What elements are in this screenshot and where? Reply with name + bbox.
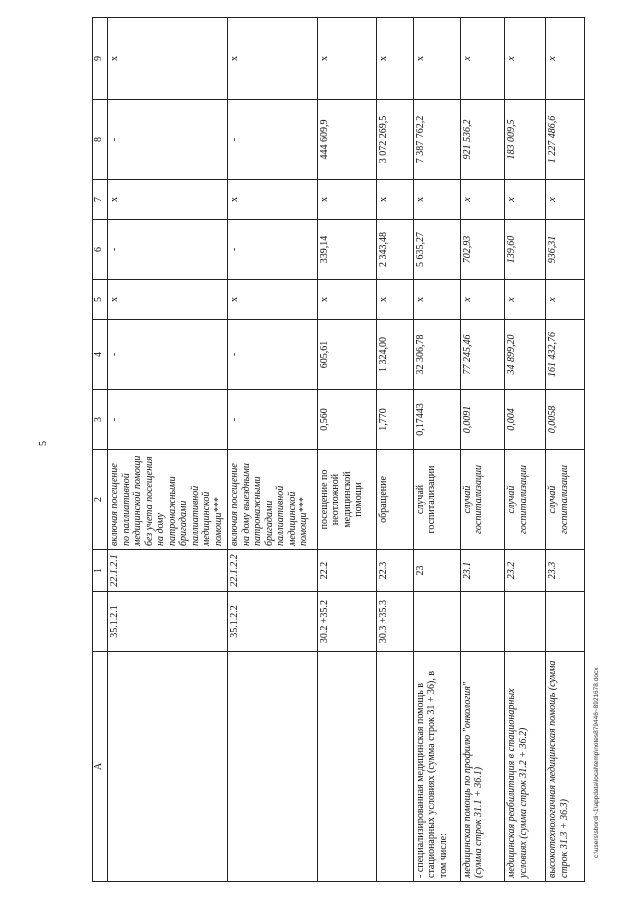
unit-cell: обращение <box>377 450 414 550</box>
value-cell: x <box>108 180 228 220</box>
row-code-cell: 22.3 <box>377 550 414 592</box>
header-cell: 4 <box>93 320 108 390</box>
table-row <box>546 18 585 882</box>
value-cell: x <box>377 280 414 320</box>
header-cell: 2 <box>93 450 108 550</box>
row-label-cell: высокотехнологичная медицинская помощь (сумма строк 31.3 + 36.3) <box>546 652 585 882</box>
row-code-cell: 23.2 <box>505 550 546 592</box>
value-cell: 3 072 269,5 <box>377 100 414 180</box>
value-cell: x <box>546 180 585 220</box>
header-cell: 7 <box>93 180 108 220</box>
row-label-cell <box>317 652 376 882</box>
page-number: 5 <box>38 441 49 446</box>
row-label-cell: медицинская реабилитация в стационарных условиях (сумма строк 31.2 + 36.2) <box>505 652 546 882</box>
value-cell: x <box>413 18 460 100</box>
value-cell: x <box>108 280 228 320</box>
value-cell: 702,93 <box>460 220 505 280</box>
value-cell: 183 009,5 <box>505 100 546 180</box>
header-cell: A <box>93 652 108 882</box>
value-cell: x <box>317 180 376 220</box>
row-code-cell: 23 <box>413 550 460 592</box>
value-cell: 32 306,78 <box>413 320 460 390</box>
header-cell: 1 <box>93 550 108 592</box>
row-ref-cell <box>413 592 460 652</box>
table-row <box>460 18 505 882</box>
unit-cell: случай госпитализации <box>505 450 546 550</box>
value-cell: 77 245,46 <box>460 320 505 390</box>
value-cell: x <box>505 180 546 220</box>
row-code-cell: 22.1.2.1 <box>108 550 228 592</box>
value-cell: - <box>228 100 318 180</box>
row-ref-cell: 35.1.2.1 <box>108 592 228 652</box>
value-cell: - <box>228 220 318 280</box>
header-cell: 9 <box>93 18 108 100</box>
header-cell: 8 <box>93 100 108 180</box>
row-ref-cell <box>505 592 546 652</box>
value-cell: x <box>460 180 505 220</box>
value-cell: 161 432,76 <box>546 320 585 390</box>
row-ref-cell: 35.1.2.2 <box>228 592 318 652</box>
unit-cell: включая посещение по паллиативной медицинской помощи без учета посещения на дому патронажными бригадами паллиативной медицинской помощи*** <box>108 450 228 550</box>
row-label-cell <box>108 652 228 882</box>
value-cell: - <box>228 320 318 390</box>
value-cell: x <box>505 280 546 320</box>
value-cell: x <box>377 180 414 220</box>
row-label-cell: - специализированная медицинская помощь в стационарных условиях (сумма строк 31 + 36), в том числе: <box>413 652 460 882</box>
header-cell <box>93 592 108 652</box>
value-cell: 0,004 <box>505 390 546 450</box>
row-ref-cell: 30.3 +35.3 <box>377 592 414 652</box>
row-ref-cell <box>460 592 505 652</box>
value-cell: 444 609,9 <box>317 100 376 180</box>
row-code-cell: 22.2 <box>317 550 376 592</box>
value-cell: 921 536,2 <box>460 100 505 180</box>
value-cell: - <box>108 100 228 180</box>
value-cell: 7 387 762,2 <box>413 100 460 180</box>
value-cell: 139,60 <box>505 220 546 280</box>
value-cell: 2 343,48 <box>377 220 414 280</box>
value-cell: 34 899,20 <box>505 320 546 390</box>
unit-cell: случай госпитализации <box>460 450 505 550</box>
value-cell: 1,770 <box>377 390 414 450</box>
value-cell: x <box>228 280 318 320</box>
value-cell: 1 227 486,6 <box>546 100 585 180</box>
table-row <box>317 18 376 882</box>
value-cell: 0,0058 <box>546 390 585 450</box>
value-cell: x <box>228 18 318 100</box>
value-cell: 0,560 <box>317 390 376 450</box>
value-cell: x <box>546 18 585 100</box>
row-label-cell <box>228 652 318 882</box>
table-row <box>377 18 414 882</box>
header-cell: 3 <box>93 390 108 450</box>
row-label-cell: медицинская помощь по профилю "онкология" (сумма строк 31.1 + 36.1) <box>460 652 505 882</box>
value-cell: - <box>108 390 228 450</box>
value-cell: x <box>546 280 585 320</box>
value-cell: 0,17443 <box>413 390 460 450</box>
value-cell: 5 635,27 <box>413 220 460 280</box>
unit-cell: посещение по неотложной медицинской помощи <box>317 450 376 550</box>
data-table <box>92 17 585 882</box>
value-cell: 339,14 <box>317 220 376 280</box>
value-cell: 936,31 <box>546 220 585 280</box>
value-cell: - <box>228 390 318 450</box>
unit-cell: случай госпитализации <box>413 450 460 550</box>
row-label-cell <box>377 652 414 882</box>
header-row <box>93 18 108 882</box>
row-code-cell: 23.3 <box>546 550 585 592</box>
table-row <box>108 18 228 882</box>
value-cell: x <box>108 18 228 100</box>
value-cell: 1 324,00 <box>377 320 414 390</box>
value-cell: 605,61 <box>317 320 376 390</box>
header-cell: 5 <box>93 280 108 320</box>
value-cell: x <box>413 180 460 220</box>
value-cell: - <box>108 220 228 280</box>
row-code-cell: 23.1 <box>460 550 505 592</box>
header-cell: 6 <box>93 220 108 280</box>
row-ref-cell: 30.2 +35.2 <box>317 592 376 652</box>
value-cell: x <box>317 18 376 100</box>
value-cell: 0,0091 <box>460 390 505 450</box>
table-row <box>413 18 460 882</box>
unit-cell: включая посещение на дому выездными патронажными бригадами паллиативной медицинской помощи*** <box>228 450 318 550</box>
table-row <box>228 18 318 882</box>
value-cell: x <box>317 280 376 320</box>
value-cell: - <box>108 320 228 390</box>
row-code-cell: 22.1.2.2 <box>228 550 318 592</box>
value-cell: x <box>460 280 505 320</box>
value-cell: x <box>413 280 460 320</box>
table-row <box>505 18 546 882</box>
value-cell: x <box>460 18 505 100</box>
value-cell: x <box>228 180 318 220</box>
value-cell: x <box>505 18 546 100</box>
rotated-table-wrapper <box>92 18 585 882</box>
file-path-footer: c:\users\sbordi~1\appdata\local\temp\notes879446~8921678.docx <box>593 667 600 858</box>
unit-cell: случай госпитализации <box>546 450 585 550</box>
value-cell: x <box>377 18 414 100</box>
row-ref-cell <box>546 592 585 652</box>
